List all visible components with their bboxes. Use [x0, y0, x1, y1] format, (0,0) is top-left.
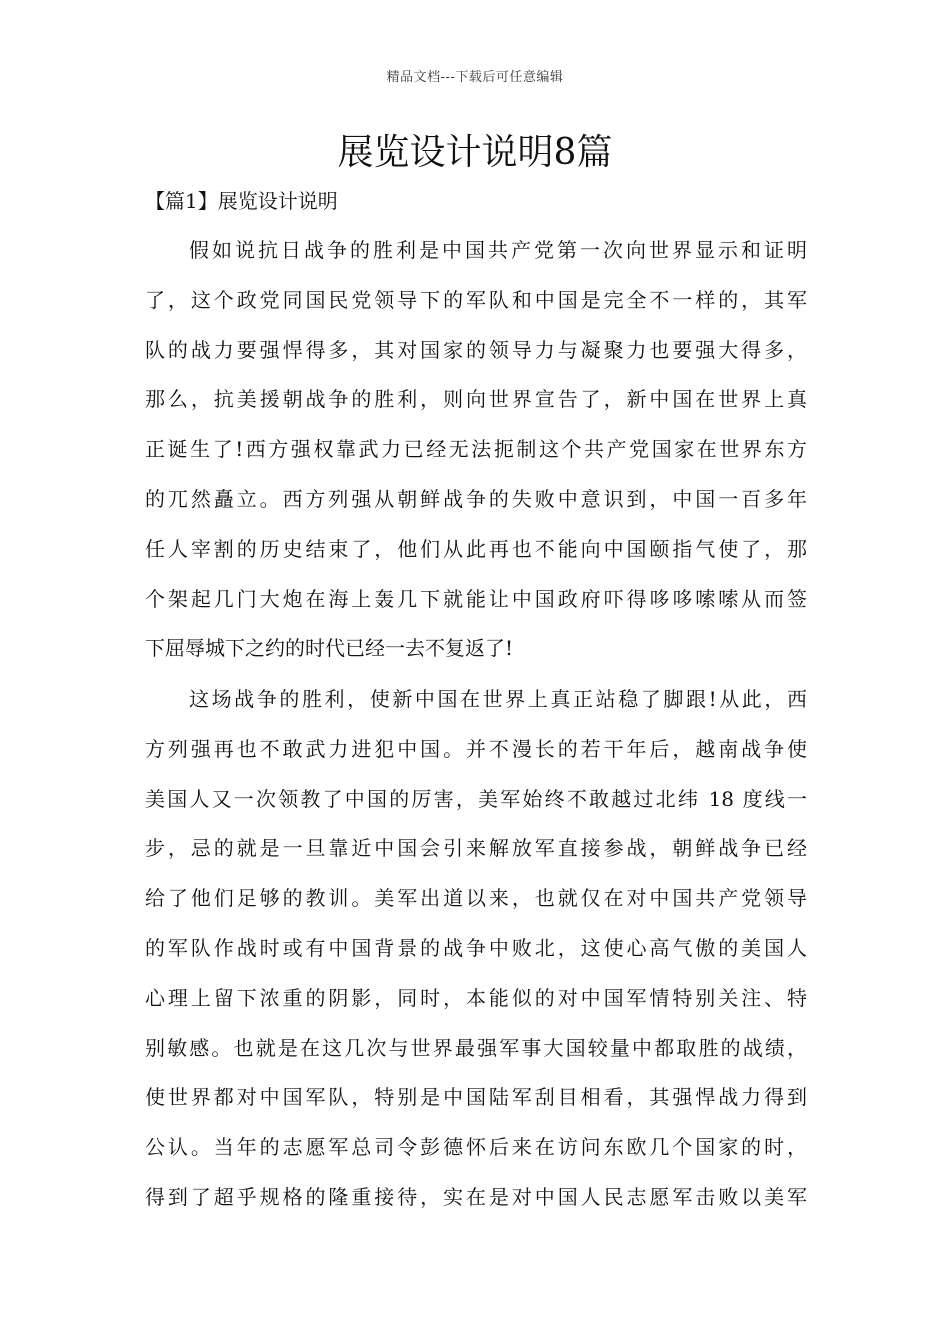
- paragraph-line: 了，这个政党同国民党领导下的军队和中国是完全不一样的，其军: [145, 287, 807, 312]
- section-heading: 【篇1】展览设计说明: [145, 189, 338, 213]
- paragraph-line: 那么，抗美援朝战争的胜利，则向世界宣告了，新中国在世界上真: [145, 387, 807, 412]
- paragraph-line: 下屈辱城下之约的时代已经一去不复返了!: [145, 636, 514, 661]
- paragraph-line: 队的战力要强悍得多，其对国家的领导力与凝聚力也要强大得多，: [145, 337, 807, 362]
- document-title: 展览设计说明8篇: [337, 132, 613, 173]
- paragraph-1: [145, 226, 807, 674]
- paragraph-line: 的兀然矗立。西方列强从朝鲜战争的失败中意识到，中国一百多年: [145, 486, 807, 511]
- paragraph-line: 步，忌的就是一旦靠近中国会引来解放军直接参战，朝鲜战争已经: [145, 836, 807, 861]
- paragraph-line: 心理上留下浓重的阴影，同时，本能似的对中国军情特别关注、特: [145, 985, 807, 1010]
- paragraph-line: 公认。当年的志愿军总司令彭德怀后来在访问东欧几个国家的时，: [145, 1135, 807, 1160]
- paragraph-line: 的军队作战时或有中国背景的战争中败北，这使心高气傲的美国人: [145, 935, 807, 960]
- paragraph-line: 正诞生了!西方强权靠武力已经无法扼制这个共产党国家在世界东方: [145, 437, 807, 462]
- paragraph-line: 假如说抗日战争的胜利是中国共产党第一次向世界显示和证明: [189, 238, 807, 262]
- paragraph-2: [145, 675, 807, 1223]
- paragraph-line: 这场战争的胜利，使新中国在世界上真正站稳了脚跟!从此，西: [189, 687, 807, 711]
- paragraph-line: 任人宰割的历史结束了，他们从此再也不能向中国颐指气使了，那: [145, 536, 807, 561]
- paragraph-line: 个架起几门大炮在海上轰几下就能让中国政府吓得哆哆嗦嗦从而签: [145, 586, 807, 611]
- paragraph-line: 给了他们足够的教训。美军出道以来，也就仅在对中国共产党领导: [145, 886, 807, 911]
- paragraph-line: 方列强再也不敢武力进犯中国。并不漫长的若干年后，越南战争使: [145, 736, 807, 761]
- paragraph-line: 得到了超乎规格的隆重接待，实在是对中国人民志愿军击败以美军: [145, 1184, 807, 1209]
- paragraph-line: 使世界都对中国军队，特别是中国陆军刮目相看，其强悍战力得到: [145, 1085, 807, 1110]
- paragraph-line: 别敏感。也就是在这几次与世界最强军事大国较量中都取胜的战绩，: [145, 1035, 807, 1060]
- header-note: 精品文档---下载后可任意编辑: [386, 70, 564, 85]
- paragraph-line: 美国人又一次领教了中国的厉害，美军始终不敢越过北纬 18 度线一: [145, 786, 807, 811]
